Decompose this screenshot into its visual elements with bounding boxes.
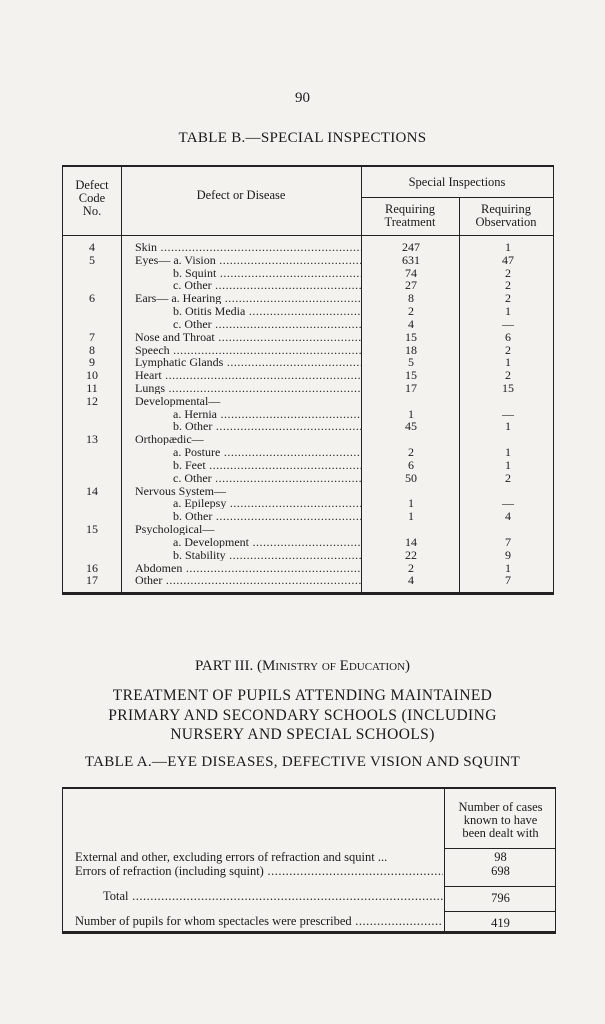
requiring-treatment-value: 5 <box>408 355 414 370</box>
requiring-observation-value: 2 <box>505 291 511 306</box>
table-b-row <box>63 562 555 574</box>
requiring-observation-value: 7 <box>505 534 511 549</box>
requiring-observation-value: 7 <box>505 573 511 588</box>
requiring-treatment-value: 14 <box>405 534 417 549</box>
requiring-treatment-value: 4 <box>408 573 414 588</box>
table-b-row <box>63 497 555 509</box>
defect-label: b. Otitis Media ..... <box>173 305 361 317</box>
requiring-treatment-value: 2 <box>408 560 414 575</box>
defect-label: b. Squint ..... <box>173 267 361 279</box>
table-b-row <box>63 574 555 586</box>
defect-label: b. Other ..... <box>173 510 361 522</box>
requiring-observation-value: — <box>502 406 514 421</box>
part-three-ministry: (Ministry of Education) <box>256 658 411 674</box>
table-b-title: TABLE B.—SPECIAL INSPECTIONS <box>178 130 427 146</box>
defect-label: Other ..... <box>135 574 361 586</box>
defect-label: c. Other ..... <box>173 279 361 291</box>
defect-label: a. Hernia ..... <box>173 408 361 420</box>
table-a-spectacles-value: 419 <box>491 916 510 930</box>
requiring-treatment-value: 2 <box>408 304 414 319</box>
header-defect-code: Defect Code No. <box>75 178 109 218</box>
defect-code: 8 <box>89 342 95 357</box>
requiring-observation-value: 2 <box>505 470 511 485</box>
table-a-row-value: 98 <box>494 850 507 864</box>
requiring-observation-value: 15 <box>502 381 514 396</box>
part-three-prefix: PART III. <box>194 658 254 674</box>
table-b-row <box>63 254 555 266</box>
requiring-observation-value: 47 <box>502 252 514 267</box>
requiring-observation-value: 1 <box>505 560 511 575</box>
table-b-row <box>63 382 555 394</box>
table-b-row <box>63 318 555 330</box>
requiring-treatment-value: 15 <box>405 329 417 344</box>
table-a-title: TABLE A.—EYE DISEASES, DEFECTIVE VISION AND SQUINT <box>84 754 521 770</box>
defect-label: Lymphatic Glands ..... <box>135 356 361 368</box>
table-b-row <box>63 420 555 432</box>
table-b-row <box>63 549 555 561</box>
section-heading <box>0 686 605 745</box>
table-a-header: Number of cases known to have been dealt with <box>458 800 543 840</box>
table-b-row <box>63 395 555 407</box>
requiring-treatment-value: 22 <box>405 547 417 562</box>
defect-label: Orthopædic— <box>135 433 204 446</box>
requiring-treatment-value: 1 <box>408 496 414 511</box>
defect-label: b. Stability ..... <box>173 549 361 561</box>
section-heading-line: PRIMARY AND SECONDARY SCHOOLS (INCLUDING <box>108 706 497 724</box>
header-requiring-observation: Requiring Observation <box>475 202 537 229</box>
defect-label: Abdomen ..... <box>135 562 361 574</box>
requiring-observation-value: 1 <box>505 355 511 370</box>
defect-code: 12 <box>86 393 98 408</box>
defect-code: 13 <box>86 432 98 447</box>
table-b-row <box>63 267 555 279</box>
requiring-observation-value: 4 <box>505 509 511 524</box>
requiring-treatment-value: 17 <box>405 381 417 396</box>
table-b-row <box>63 344 555 356</box>
table-b-row <box>63 279 555 291</box>
requiring-observation-value: 1 <box>505 445 511 460</box>
defect-label: b. Other ..... <box>173 420 361 432</box>
requiring-treatment-value: 45 <box>405 419 417 434</box>
table-a-total-label: Total ..... <box>103 890 443 903</box>
defect-label: Psychological— <box>135 523 215 536</box>
requiring-observation-value: 6 <box>505 329 511 344</box>
defect-code: 5 <box>89 252 95 267</box>
table-b-row <box>63 369 555 381</box>
table-b-row <box>63 459 555 471</box>
defect-label: b. Feet ..... <box>173 459 361 471</box>
table-b-row <box>63 305 555 317</box>
table-b-row <box>63 536 555 548</box>
defect-label: c. Other ..... <box>173 472 361 484</box>
requiring-treatment-value: 2 <box>408 445 414 460</box>
table-a-row-label: External and other, excluding errors of refraction and squint ... <box>75 851 388 864</box>
defect-label: a. Posture ..... <box>173 446 361 458</box>
section-heading-line: NURSERY AND SPECIAL SCHOOLS) <box>170 726 435 743</box>
requiring-treatment-value: 247 <box>402 240 420 254</box>
defect-label: Lungs ..... <box>135 382 361 394</box>
requiring-observation-value: 1 <box>505 240 511 254</box>
defect-label: Skin ..... <box>135 241 361 253</box>
defect-label: a. Development ..... <box>173 536 361 548</box>
header-special-inspections: Special Inspections <box>408 175 506 189</box>
requiring-observation-value: 9 <box>505 547 511 562</box>
part-three-heading <box>0 658 605 675</box>
requiring-treatment-value: 74 <box>405 265 417 280</box>
table-a-total-value: 796 <box>491 891 510 905</box>
requiring-observation-value: 2 <box>505 265 511 280</box>
defect-label: c. Other ..... <box>173 318 361 330</box>
requiring-treatment-value: 1 <box>408 509 414 524</box>
defect-label: Ears— a. Hearing ..... <box>135 292 361 304</box>
defect-code: 4 <box>89 240 95 254</box>
defect-label: a. Epilepsy ..... <box>173 497 361 509</box>
defect-label: Speech ..... <box>135 344 361 356</box>
requiring-treatment-value: 631 <box>402 252 420 267</box>
requiring-treatment-value: 4 <box>408 316 414 331</box>
table-a-row-label: Errors of refraction (including squint) ..... <box>75 865 443 878</box>
requiring-observation-value: 1 <box>505 304 511 319</box>
header-defect-disease: Defect or Disease <box>196 188 286 202</box>
requiring-observation-value: 1 <box>505 419 511 434</box>
requiring-observation-value: 1 <box>505 457 511 472</box>
table-b-row <box>63 292 555 304</box>
defect-code: 16 <box>86 560 98 575</box>
table-b-row <box>63 241 555 253</box>
special-inspections-table <box>62 165 554 595</box>
table-b-row <box>63 523 555 535</box>
table-b-row <box>63 472 555 484</box>
table-b-row <box>63 446 555 458</box>
table-b-row <box>63 356 555 368</box>
requiring-treatment-value: 15 <box>405 368 417 383</box>
defect-code: 11 <box>86 381 98 396</box>
defect-code: 14 <box>86 483 98 498</box>
defect-label: Nose and Throat ..... <box>135 331 361 343</box>
requiring-observation-value: — <box>502 316 514 331</box>
defect-code: 7 <box>89 329 95 344</box>
table-a-spectacles-label: Number of pupils for whom spectacles were prescribed ..... <box>75 915 443 928</box>
defect-code: 6 <box>89 291 95 306</box>
requiring-observation-value: — <box>502 496 514 511</box>
table-b-row <box>63 510 555 522</box>
eye-diseases-table <box>62 787 556 934</box>
header-requiring-treatment: Requiring Treatment <box>384 202 436 229</box>
table-b-row <box>63 408 555 420</box>
requiring-treatment-value: 8 <box>408 291 414 306</box>
requiring-treatment-value: 50 <box>405 470 417 485</box>
defect-label: Eyes— a. Vision ..... <box>135 254 361 266</box>
section-heading-line: TREATMENT OF PUPILS ATTENDING MAINTAINED <box>112 687 493 704</box>
requiring-treatment-value: 27 <box>405 278 417 293</box>
requiring-observation-value: 2 <box>505 278 511 293</box>
table-a-row-value: 698 <box>491 864 510 878</box>
page-number: 90 <box>295 90 310 106</box>
defect-label: Nervous System— <box>135 484 226 497</box>
table-b-row <box>63 331 555 343</box>
table-b-row <box>63 485 555 497</box>
defect-code: 9 <box>89 355 95 370</box>
requiring-observation-value: 2 <box>505 368 511 383</box>
defect-code: 15 <box>86 522 98 537</box>
table-b-row <box>63 433 555 445</box>
defect-code: 17 <box>86 573 98 588</box>
defect-label: Heart ..... <box>135 369 361 381</box>
requiring-treatment-value: 1 <box>408 406 414 421</box>
defect-code: 10 <box>86 368 98 383</box>
requiring-treatment-value: 6 <box>408 457 414 472</box>
requiring-treatment-value: 18 <box>405 342 417 357</box>
defect-label: Developmental— <box>135 394 221 407</box>
requiring-observation-value: 2 <box>505 342 511 357</box>
